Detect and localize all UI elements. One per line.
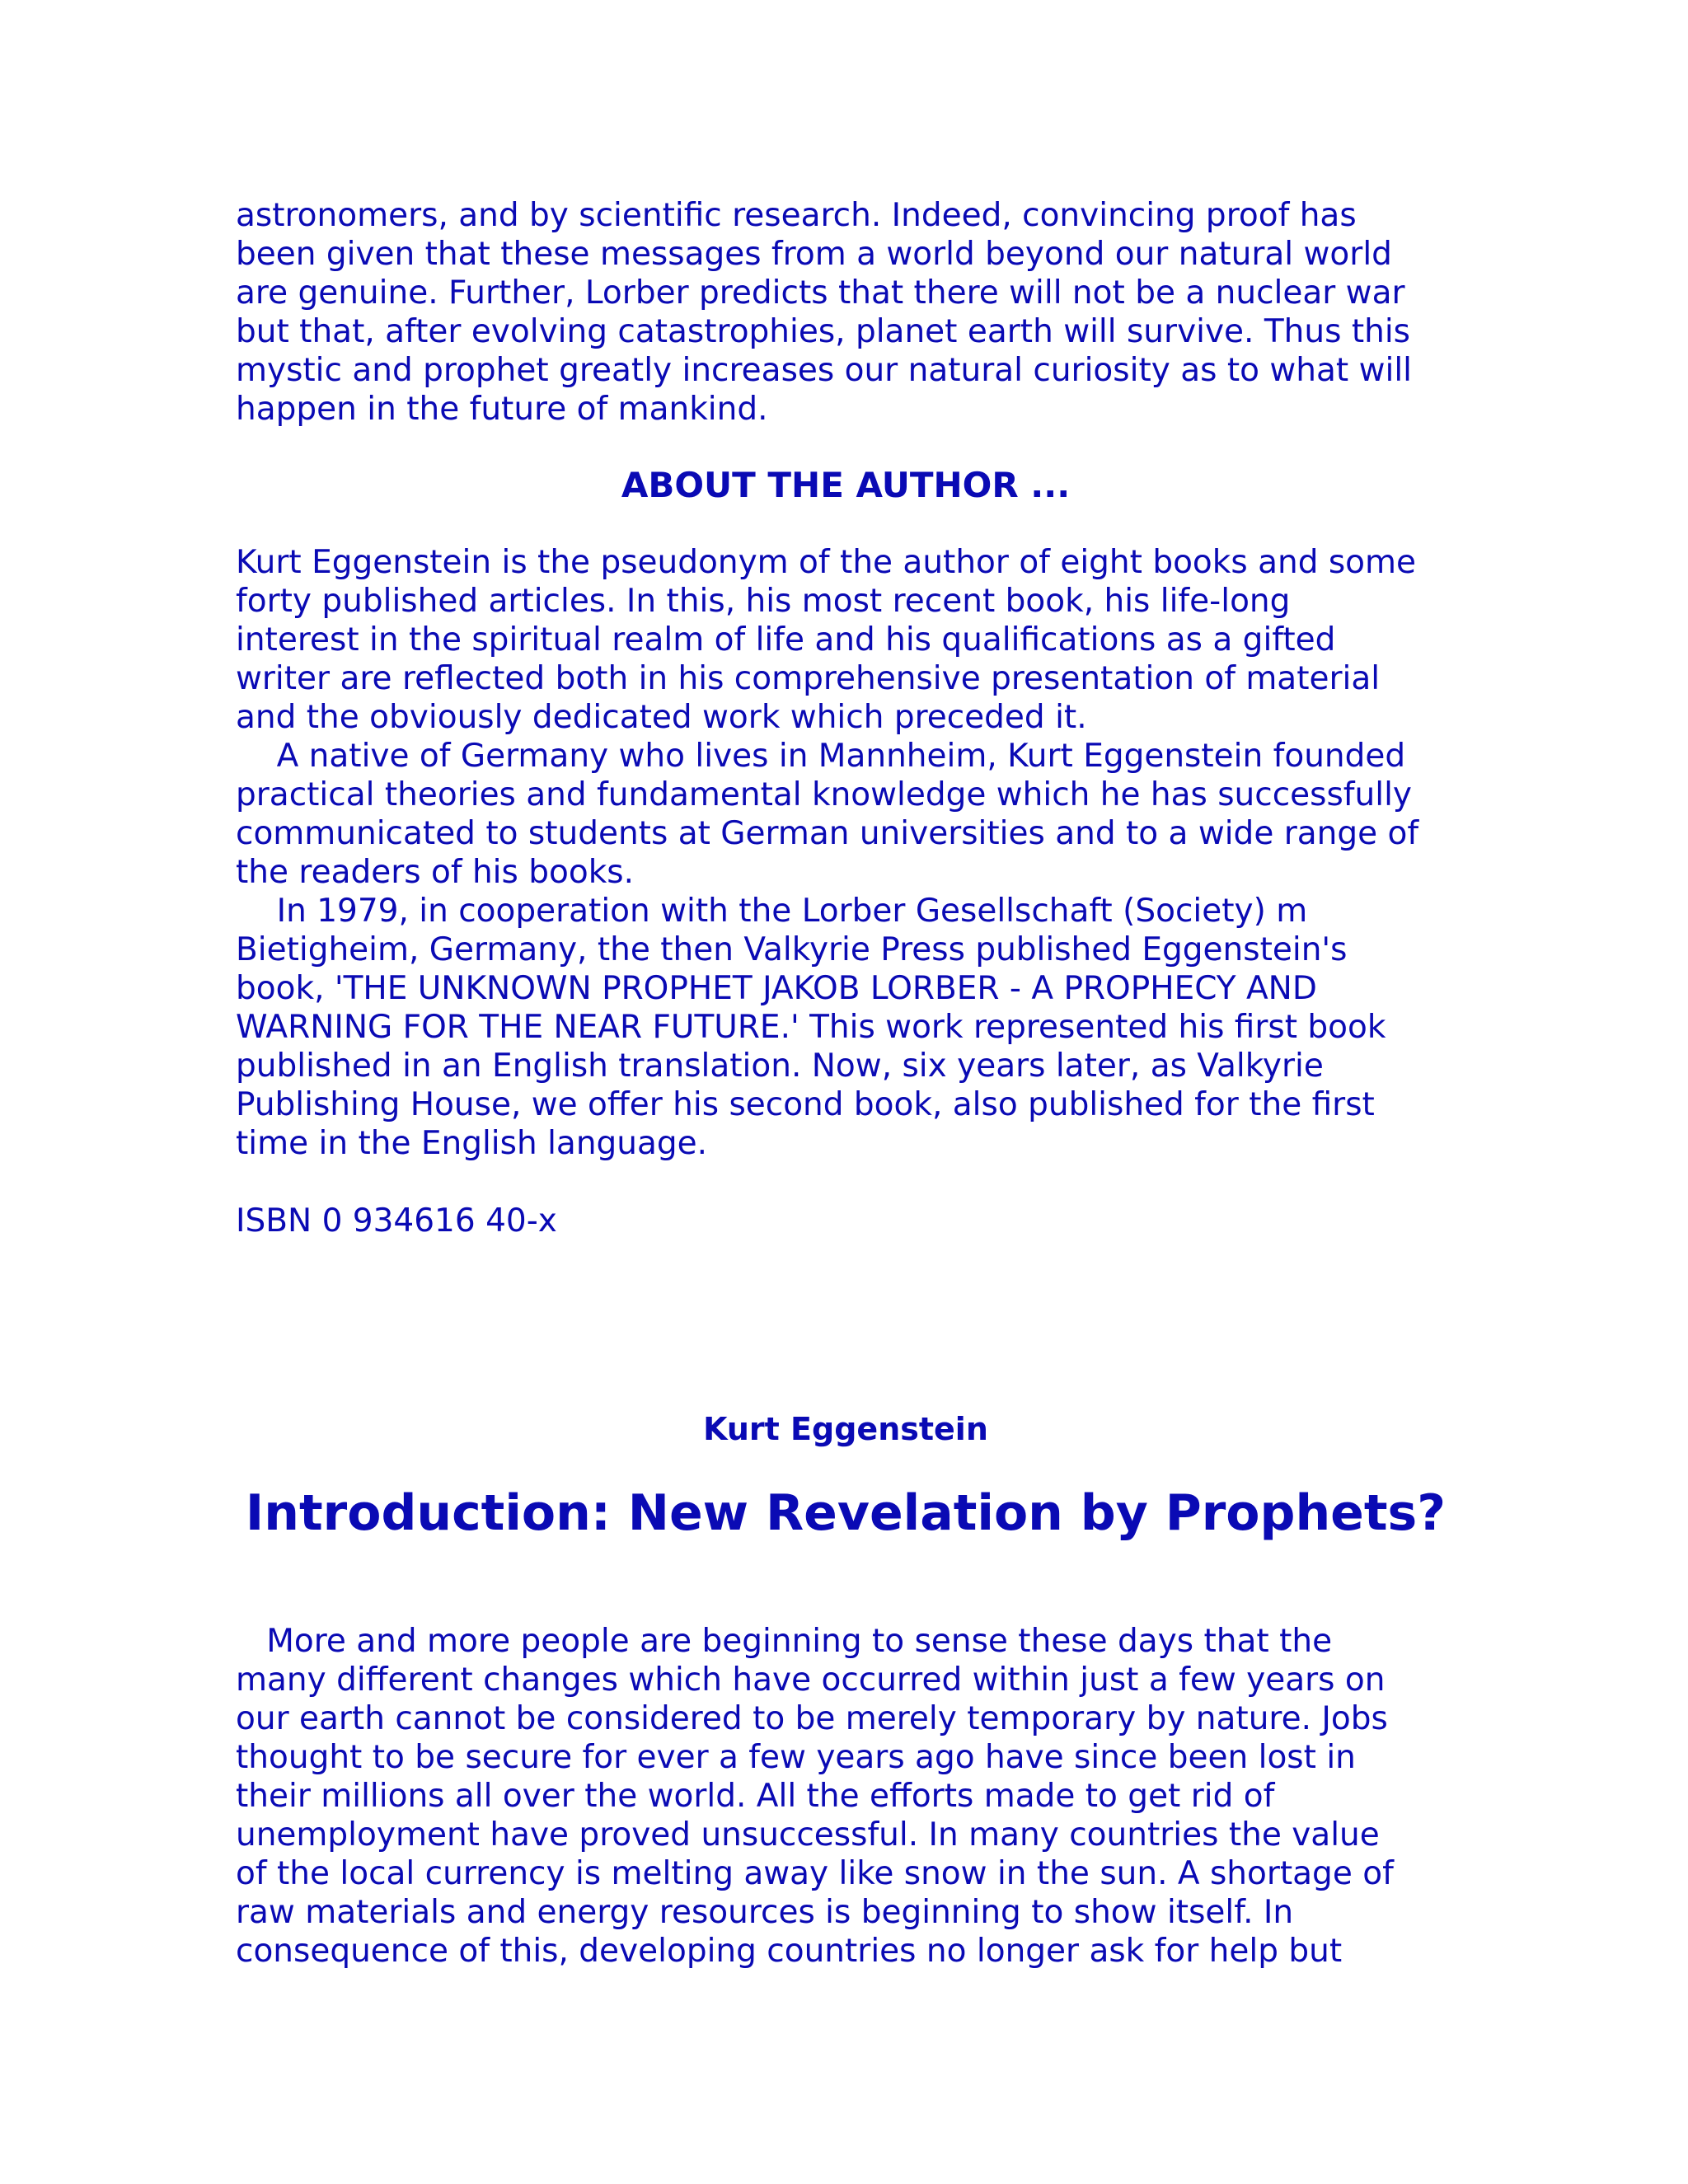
- isbn-line: ISBN 0 934616 40-x: [236, 1202, 557, 1240]
- about-paragraph-2: A native of Germany who lives in Mannheim, Kurt Eggenstein founded practical theories and fundamental knowledge which he has successfully communicated to students at German universities and to a wide range of the readers of his books.: [236, 738, 1419, 891]
- about-paragraph-1: Kurt Eggenstein is the pseudonym of the author of eight books and some forty published articles. In this, his most recent book, his life-long interest in the spiritual realm of life and his qualifications as a gifted writer are reflected both in his comprehensive presentation of material and the obviously dedicated work which preceded it.: [236, 544, 1417, 736]
- introduction-title: Introduction: New Revelation by Prophets?: [245, 1484, 1447, 1542]
- opening-paragraph: astronomers, and by scientific research. Indeed, convincing proof has been given that these messages from a world beyond our natural world are genuine. Further, Lorber predicts that there will not be a nuclear war but that, after evolving catastrophies, planet earth will survive. Thus this mystic and prophet greatly increases our natural curiosity as to what will happen in the future of mankind.: [236, 197, 1412, 428]
- author-name: Kurt Eggenstein: [703, 1411, 988, 1447]
- about-paragraph-3: In 1979, in cooperation with the Lorber Gesellschaft (Society) m Bietigheim, Germany, the then Valkyrie Press published Eggenstein's book, 'THE UNKNOWN PROPHET JAKOB LORBER - A PROPHECY AND WARNING FOR THE NEAR FUTURE.' This work represented his first book published in an English translation. Now, six years later, as Valkyrie Publishing House, we offer his second book, also published for the first time in the English language.: [236, 893, 1386, 1162]
- page-content: [236, 196, 1456, 1971]
- about-the-author-heading: ABOUT THE AUTHOR ...: [621, 465, 1071, 505]
- introduction-paragraph: More and more people are beginning to sense these days that the many different changes which have occurred within just a few years on our earth cannot be considered to be merely temporary by nature. Jobs thought to be secure for ever a few years ago have since been lost in their millions all over the world. All the efforts made to get rid of unemployment have proved unsuccessful. In many countries the value of the local currency is melting away like snow in the sun. A shortage of raw materials and energy resources is beginning to show itself. In consequence of this, developing countries no longer ask for help but: [236, 1623, 1394, 1970]
